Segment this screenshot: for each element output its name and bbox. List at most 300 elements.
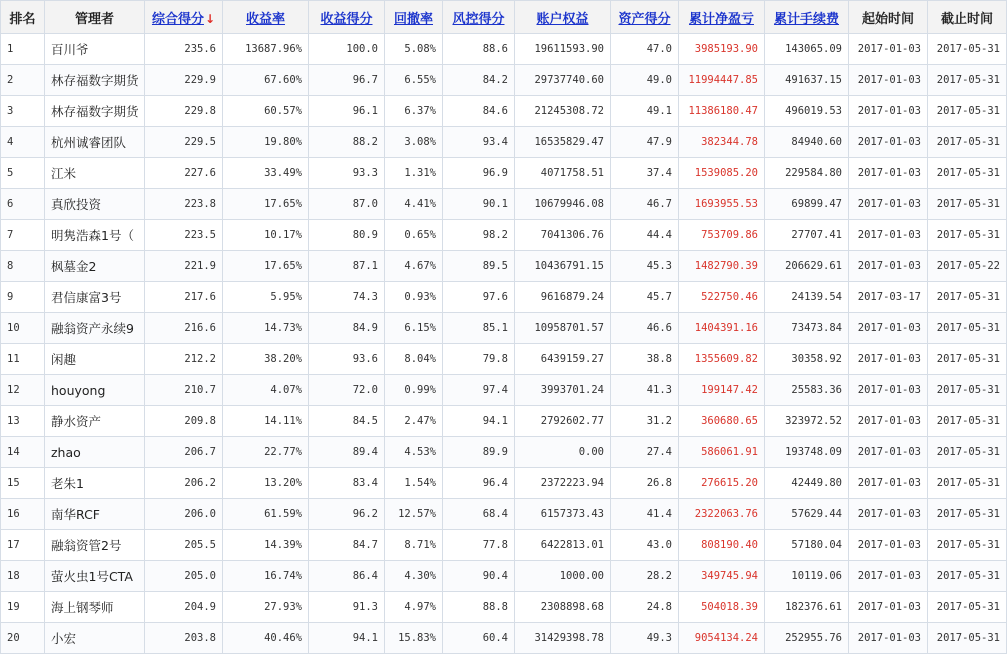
cum-fee-cell: 73473.84 [765,313,849,344]
cum-pnl-cell: 504018.39 [679,592,765,623]
composite-score-label[interactable]: 综合得分 [151,11,204,27]
table-row [1,468,1007,499]
table-row [1,65,1007,96]
return-score-label[interactable]: 收益得分 [320,11,373,27]
cum-pnl-cell: 276615.20 [679,468,765,499]
drawdown-cell: 0.93% [385,282,443,313]
rank-cell: 4 [1,127,45,158]
equity-cell: 2308898.68 [515,592,611,623]
return-rate-cell: 14.73% [223,313,309,344]
manager-cell: 萤火虫1号CTA [45,561,145,592]
return-score-cell: 96.1 [309,96,385,127]
return-rate-cell: 17.65% [223,251,309,282]
return-score-cell: 86.4 [309,561,385,592]
risk-score-cell: 88.8 [443,592,515,623]
return-rate-cell: 33.49% [223,158,309,189]
return-score-cell: 83.4 [309,468,385,499]
col-end-header: 截止时间 [928,1,1007,34]
rank-cell: 14 [1,437,45,468]
start-date-cell: 2017-01-03 [849,406,928,437]
manager-cell: 静水资产 [45,406,145,437]
composite-score-cell: 212.2 [145,344,223,375]
asset-score-cell: 46.6 [611,313,679,344]
return-rate-label[interactable]: 收益率 [245,11,285,27]
sort-return-score[interactable] [309,1,385,34]
rank-cell: 12 [1,375,45,406]
table-row [1,406,1007,437]
return-score-cell: 94.1 [309,623,385,654]
rank-cell: 13 [1,406,45,437]
cum-fee-cell: 206629.61 [765,251,849,282]
risk-score-cell: 93.4 [443,127,515,158]
return-rate-cell: 38.20% [223,344,309,375]
return-rate-cell: 14.39% [223,530,309,561]
end-date-cell: 2017-05-31 [928,189,1007,220]
cum-pnl-cell: 9054134.24 [679,623,765,654]
equity-cell: 4071758.51 [515,158,611,189]
table-row [1,220,1007,251]
end-date-cell: 2017-05-31 [928,158,1007,189]
risk-score-cell: 96.4 [443,468,515,499]
cum-fee-cell: 182376.61 [765,592,849,623]
rank-cell: 9 [1,282,45,313]
col-manager-header: 管理者 [45,1,145,34]
sort-cum-pnl[interactable] [679,1,765,34]
drawdown-cell: 1.31% [385,158,443,189]
cum-fee-cell: 252955.76 [765,623,849,654]
return-score-cell: 96.2 [309,499,385,530]
return-score-cell: 80.9 [309,220,385,251]
drawdown-label[interactable]: 回撤率 [393,11,433,27]
cum-pnl-cell: 11994447.85 [679,65,765,96]
drawdown-cell: 0.99% [385,375,443,406]
start-date-cell: 2017-01-03 [849,592,928,623]
manager-cell: 杭州诚睿团队 [45,127,145,158]
drawdown-cell: 4.67% [385,251,443,282]
composite-score-cell: 221.9 [145,251,223,282]
sort-asset-score[interactable] [611,1,679,34]
composite-score-cell: 217.6 [145,282,223,313]
manager-cell: 老朱1 [45,468,145,499]
return-rate-cell: 67.60% [223,65,309,96]
return-score-cell: 87.0 [309,189,385,220]
return-score-cell: 84.5 [309,406,385,437]
table-row [1,499,1007,530]
start-date-cell: 2017-01-03 [849,189,928,220]
cum-pnl-cell: 2322063.76 [679,499,765,530]
asset-score-cell: 27.4 [611,437,679,468]
return-rate-cell: 27.93% [223,592,309,623]
sort-equity[interactable] [515,1,611,34]
rank-cell: 20 [1,623,45,654]
cum-fee-cell: 42449.80 [765,468,849,499]
cum-pnl-cell: 753709.86 [679,220,765,251]
table-row [1,96,1007,127]
manager-cell: 南华RCF [45,499,145,530]
composite-score-cell: 203.8 [145,623,223,654]
end-date-cell: 2017-05-31 [928,96,1007,127]
cum-pnl-cell: 11386180.47 [679,96,765,127]
table-body [1,34,1007,654]
drawdown-cell: 4.97% [385,592,443,623]
asset-score-label[interactable]: 资产得分 [618,11,671,27]
table-row [1,623,1007,654]
cum-fee-cell: 30358.92 [765,344,849,375]
start-date-cell: 2017-01-03 [849,96,928,127]
composite-score-cell: 205.0 [145,561,223,592]
end-date-cell: 2017-05-31 [928,282,1007,313]
risk-score-label[interactable]: 风控得分 [452,11,505,27]
asset-score-cell: 41.3 [611,375,679,406]
drawdown-cell: 5.08% [385,34,443,65]
start-date-cell: 2017-01-03 [849,561,928,592]
start-date-cell: 2017-01-03 [849,34,928,65]
cum-fee-cell: 491637.15 [765,65,849,96]
cum-fee-cell: 323972.52 [765,406,849,437]
risk-score-cell: 68.4 [443,499,515,530]
sort-desc-icon: ↓ [204,11,216,26]
composite-score-cell: 204.9 [145,592,223,623]
equity-cell: 21245308.72 [515,96,611,127]
end-date-cell: 2017-05-31 [928,220,1007,251]
risk-score-cell: 96.9 [443,158,515,189]
cum-fee-cell: 69899.47 [765,189,849,220]
return-rate-cell: 13687.96% [223,34,309,65]
asset-score-cell: 47.0 [611,34,679,65]
manager-cell: 小宏 [45,623,145,654]
start-date-cell: 2017-01-03 [849,158,928,189]
manager-cell: 海上钢琴师 [45,592,145,623]
sort-risk-score[interactable] [443,1,515,34]
sort-return-rate[interactable] [223,1,309,34]
end-date-cell: 2017-05-31 [928,561,1007,592]
risk-score-cell: 89.9 [443,437,515,468]
composite-score-cell: 223.8 [145,189,223,220]
manager-cell: 融翁资管2号 [45,530,145,561]
asset-score-cell: 45.3 [611,251,679,282]
rank-cell: 3 [1,96,45,127]
drawdown-cell: 2.47% [385,406,443,437]
asset-score-cell: 37.4 [611,158,679,189]
drawdown-cell: 4.53% [385,437,443,468]
asset-score-cell: 49.1 [611,96,679,127]
manager-cell: 百川爷 [45,34,145,65]
drawdown-cell: 8.71% [385,530,443,561]
table-row [1,34,1007,65]
return-score-cell: 100.0 [309,34,385,65]
cum-pnl-label[interactable]: 累计净盈亏 [688,11,754,27]
equity-label[interactable]: 账户权益 [536,11,589,27]
risk-score-cell: 97.6 [443,282,515,313]
table-row [1,530,1007,561]
rank-cell: 2 [1,65,45,96]
end-date-cell: 2017-05-31 [928,127,1007,158]
cum-pnl-cell: 1693955.53 [679,189,765,220]
equity-cell: 6439159.27 [515,344,611,375]
manager-cell: 林存福数字期货 [45,96,145,127]
cum-fee-label[interactable]: 累计手续费 [773,11,839,27]
table-row [1,251,1007,282]
composite-score-cell: 216.6 [145,313,223,344]
risk-score-cell: 90.1 [443,189,515,220]
drawdown-cell: 4.41% [385,189,443,220]
equity-cell: 29737740.60 [515,65,611,96]
composite-score-cell: 235.6 [145,34,223,65]
cum-fee-cell: 84940.60 [765,127,849,158]
return-rate-cell: 61.59% [223,499,309,530]
risk-score-cell: 85.1 [443,313,515,344]
cum-pnl-cell: 349745.94 [679,561,765,592]
risk-score-cell: 79.8 [443,344,515,375]
cum-fee-cell: 27707.41 [765,220,849,251]
risk-score-cell: 97.4 [443,375,515,406]
manager-cell: 融翁资产永续9 [45,313,145,344]
rank-cell: 5 [1,158,45,189]
return-rate-cell: 14.11% [223,406,309,437]
end-date-cell: 2017-05-31 [928,34,1007,65]
return-score-cell: 84.7 [309,530,385,561]
cum-pnl-cell: 360680.65 [679,406,765,437]
asset-score-cell: 28.2 [611,561,679,592]
asset-score-cell: 41.4 [611,499,679,530]
start-date-cell: 2017-01-03 [849,344,928,375]
end-date-cell: 2017-05-31 [928,313,1007,344]
rank-cell: 10 [1,313,45,344]
rank-cell: 1 [1,34,45,65]
start-date-cell: 2017-01-03 [849,623,928,654]
return-rate-cell: 10.17% [223,220,309,251]
rank-cell: 7 [1,220,45,251]
end-date-cell: 2017-05-31 [928,65,1007,96]
return-rate-cell: 40.46% [223,623,309,654]
return-score-cell: 96.7 [309,65,385,96]
table-row [1,375,1007,406]
start-date-cell: 2017-01-03 [849,437,928,468]
equity-cell: 1000.00 [515,561,611,592]
risk-score-cell: 84.2 [443,65,515,96]
asset-score-cell: 38.8 [611,344,679,375]
risk-score-cell: 84.6 [443,96,515,127]
equity-cell: 2372223.94 [515,468,611,499]
end-date-cell: 2017-05-31 [928,468,1007,499]
manager-cell: 枫墓金2 [45,251,145,282]
asset-score-cell: 24.8 [611,592,679,623]
composite-score-cell: 206.0 [145,499,223,530]
equity-cell: 0.00 [515,437,611,468]
header-row [1,1,1007,34]
drawdown-cell: 6.55% [385,65,443,96]
cum-fee-cell: 57629.44 [765,499,849,530]
composite-score-cell: 227.6 [145,158,223,189]
rank-cell: 8 [1,251,45,282]
rank-cell: 18 [1,561,45,592]
cum-pnl-cell: 199147.42 [679,375,765,406]
manager-cell: houyong [45,375,145,406]
composite-score-cell: 229.8 [145,96,223,127]
cum-fee-cell: 496019.53 [765,96,849,127]
rank-cell: 15 [1,468,45,499]
table-row [1,158,1007,189]
manager-cell: 明隽浩森1号（ [45,220,145,251]
drawdown-cell: 15.83% [385,623,443,654]
cum-pnl-cell: 1482790.39 [679,251,765,282]
manager-cell: 君信康富3号 [45,282,145,313]
equity-cell: 16535829.47 [515,127,611,158]
cum-fee-cell: 25583.36 [765,375,849,406]
asset-score-cell: 45.7 [611,282,679,313]
cum-pnl-cell: 1404391.16 [679,313,765,344]
cum-pnl-cell: 586061.91 [679,437,765,468]
end-date-cell: 2017-05-31 [928,375,1007,406]
return-rate-cell: 16.74% [223,561,309,592]
sort-drawdown[interactable] [385,1,443,34]
return-rate-cell: 19.80% [223,127,309,158]
cum-fee-cell: 193748.09 [765,437,849,468]
equity-cell: 10679946.08 [515,189,611,220]
cum-fee-cell: 10119.06 [765,561,849,592]
cum-pnl-cell: 382344.78 [679,127,765,158]
risk-score-cell: 89.5 [443,251,515,282]
start-date-cell: 2017-01-03 [849,251,928,282]
return-score-cell: 93.3 [309,158,385,189]
drawdown-cell: 6.15% [385,313,443,344]
composite-score-cell: 209.8 [145,406,223,437]
end-date-cell: 2017-05-31 [928,530,1007,561]
cum-pnl-cell: 3985193.90 [679,34,765,65]
composite-score-cell: 229.9 [145,65,223,96]
table-row [1,282,1007,313]
drawdown-cell: 8.04% [385,344,443,375]
return-score-cell: 93.6 [309,344,385,375]
asset-score-cell: 43.0 [611,530,679,561]
composite-score-cell: 205.5 [145,530,223,561]
manager-cell: 江米 [45,158,145,189]
composite-score-cell: 206.2 [145,468,223,499]
rank-cell: 6 [1,189,45,220]
return-score-cell: 87.1 [309,251,385,282]
rank-cell: 16 [1,499,45,530]
return-score-cell: 88.2 [309,127,385,158]
cum-fee-cell: 143065.09 [765,34,849,65]
end-date-cell: 2017-05-31 [928,592,1007,623]
end-date-cell: 2017-05-31 [928,623,1007,654]
return-rate-cell: 22.77% [223,437,309,468]
sort-composite-score[interactable] [145,1,223,34]
col-start-header: 起始时间 [849,1,928,34]
composite-score-cell: 210.7 [145,375,223,406]
equity-cell: 7041306.76 [515,220,611,251]
asset-score-cell: 31.2 [611,406,679,437]
return-rate-cell: 13.20% [223,468,309,499]
start-date-cell: 2017-01-03 [849,313,928,344]
cum-pnl-cell: 808190.40 [679,530,765,561]
return-rate-cell: 4.07% [223,375,309,406]
drawdown-cell: 6.37% [385,96,443,127]
asset-score-cell: 44.4 [611,220,679,251]
start-date-cell: 2017-03-17 [849,282,928,313]
end-date-cell: 2017-05-31 [928,437,1007,468]
asset-score-cell: 26.8 [611,468,679,499]
equity-cell: 31429398.78 [515,623,611,654]
table-row [1,189,1007,220]
end-date-cell: 2017-05-31 [928,344,1007,375]
return-rate-cell: 5.95% [223,282,309,313]
end-date-cell: 2017-05-31 [928,406,1007,437]
equity-cell: 6422813.01 [515,530,611,561]
end-date-cell: 2017-05-22 [928,251,1007,282]
drawdown-cell: 1.54% [385,468,443,499]
cum-fee-cell: 24139.54 [765,282,849,313]
risk-score-cell: 90.4 [443,561,515,592]
rank-cell: 11 [1,344,45,375]
risk-score-cell: 77.8 [443,530,515,561]
return-score-cell: 91.3 [309,592,385,623]
table-row [1,592,1007,623]
asset-score-cell: 46.7 [611,189,679,220]
start-date-cell: 2017-01-03 [849,127,928,158]
return-score-cell: 72.0 [309,375,385,406]
cum-fee-cell: 57180.04 [765,530,849,561]
composite-score-cell: 229.5 [145,127,223,158]
asset-score-cell: 47.9 [611,127,679,158]
return-rate-cell: 17.65% [223,189,309,220]
composite-score-cell: 223.5 [145,220,223,251]
composite-score-cell: 206.7 [145,437,223,468]
manager-cell: zhao [45,437,145,468]
cum-pnl-cell: 1539085.20 [679,158,765,189]
col-rank-header: 排名 [1,1,45,34]
rank-cell: 17 [1,530,45,561]
asset-score-cell: 49.3 [611,623,679,654]
table-row [1,127,1007,158]
equity-cell: 9616879.24 [515,282,611,313]
manager-cell: 闲趣 [45,344,145,375]
drawdown-cell: 0.65% [385,220,443,251]
equity-cell: 6157373.43 [515,499,611,530]
start-date-cell: 2017-01-03 [849,468,928,499]
drawdown-cell: 12.57% [385,499,443,530]
cum-fee-cell: 229584.80 [765,158,849,189]
asset-score-cell: 49.0 [611,65,679,96]
return-rate-cell: 60.57% [223,96,309,127]
start-date-cell: 2017-01-03 [849,375,928,406]
manager-cell: 真欣投资 [45,189,145,220]
table-row [1,437,1007,468]
rank-cell: 19 [1,592,45,623]
start-date-cell: 2017-01-03 [849,499,928,530]
return-score-cell: 89.4 [309,437,385,468]
risk-score-cell: 88.6 [443,34,515,65]
cum-pnl-cell: 522750.46 [679,282,765,313]
table-row [1,344,1007,375]
equity-cell: 10436791.15 [515,251,611,282]
drawdown-cell: 3.08% [385,127,443,158]
risk-score-cell: 94.1 [443,406,515,437]
start-date-cell: 2017-01-03 [849,65,928,96]
risk-score-cell: 98.2 [443,220,515,251]
equity-cell: 10958701.57 [515,313,611,344]
equity-cell: 19611593.90 [515,34,611,65]
table-row [1,561,1007,592]
table-row [1,313,1007,344]
start-date-cell: 2017-01-03 [849,530,928,561]
manager-cell: 林存福数字期货 [45,65,145,96]
cum-pnl-cell: 1355609.82 [679,344,765,375]
risk-score-cell: 60.4 [443,623,515,654]
sort-cum-fee[interactable] [765,1,849,34]
equity-cell: 3993701.24 [515,375,611,406]
return-score-cell: 84.9 [309,313,385,344]
